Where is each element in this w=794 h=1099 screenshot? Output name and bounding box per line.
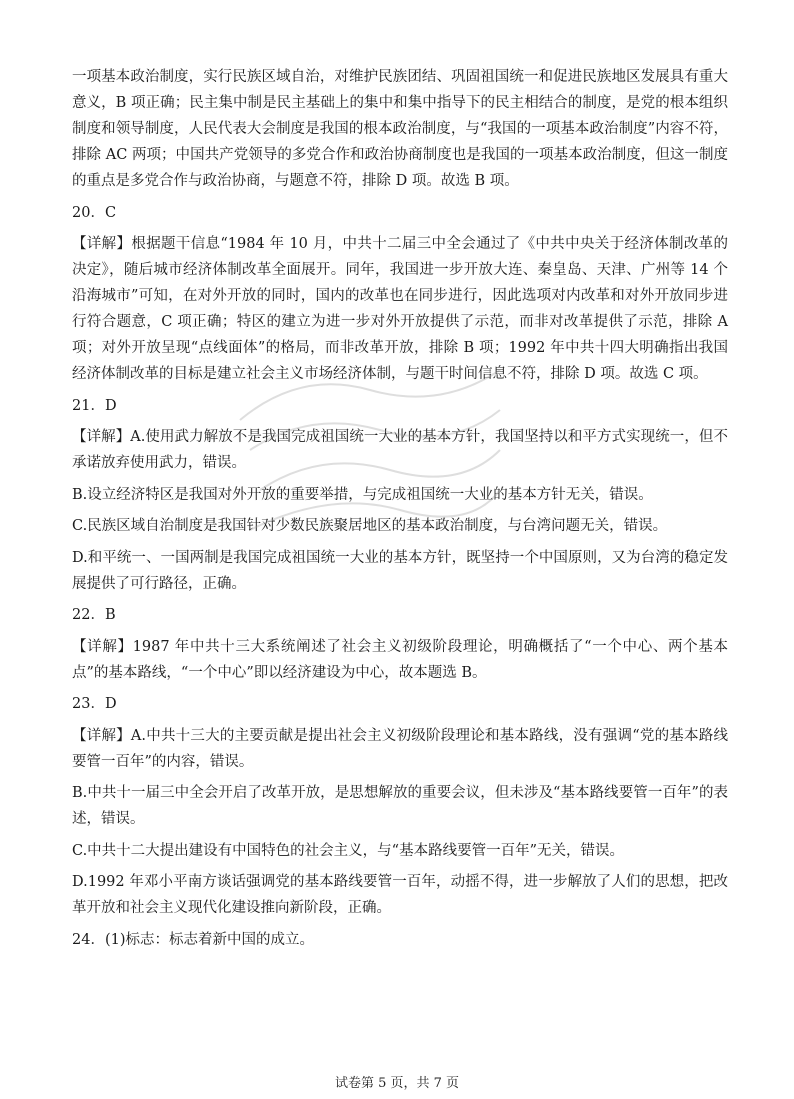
paragraph-q19-analysis: 一项基本政治制度，实行民族区域自治，对维护民族团结、巩固祖国统一和促进民族地区发展具有重大意义，B 项正确；民主集中制是民主基础上的集中和集中指导下的民主相结合的制度，是党的根本组织制度和领导制度，人民代表大会制度是我国的根本政治制度，与“我国的一项基本政治制度”内容不符，排除 AC 两项；中国共产党领导的多党合作和政治协商制度也是我国的一项基本政治制度，但这一制度的重点是多党合作与政治协商，与题意不符，排除 D 项。故选 B 项。 bbox=[72, 69, 728, 189]
paragraph-q23-option-a: 【详解】A.中共十三大的主要贡献是提出社会主义初级阶段理论和基本路线，没有强调“党的基本路线要管一百年”的内容，错误。 bbox=[72, 727, 728, 770]
paragraph-q21-option-b: B.设立经济特区是我国对外开放的重要举措，与完成祖国统一大业的基本方针无关，错误。 bbox=[72, 486, 653, 503]
page-footer: 试卷第 5 页，共 7 页 bbox=[334, 1076, 460, 1091]
answer-q23: 23．D bbox=[72, 696, 117, 712]
paragraph-q22-detail: 【详解】1987 年中共十三大系统阐述了社会主义初级阶段理论，明确概括了“一个中心、两个基本点”的基本路线，“一个中心”即以经济建设为中心，故本题选 B。 bbox=[72, 638, 728, 681]
answer-q20: 20．C bbox=[72, 204, 117, 221]
document-body bbox=[72, 64, 728, 958]
paragraph-q23-option-c: C.中共十二大提出建设有中国特色的社会主义，与“基本路线要管一百年”无关，错误。 bbox=[72, 842, 625, 859]
paragraph-q21-option-d: D.和平统一、一国两制是我国完成祖国统一大业的基本方针，既坚持一个中国原则，又为台湾的稳定发展提供了可行路径，正确。 bbox=[72, 549, 728, 592]
paragraph-q21-option-a: 【详解】A.使用武力解放不是我国完成祖国统一大业的基本方针，我国坚持以和平方式实现统一，但不承诺放弃使用武力，错误。 bbox=[72, 429, 728, 471]
paragraph-q23-option-b: B.中共十一届三中全会开启了改革开放，是思想解放的重要会议，但未涉及“基本路线要管一百年”的表述，错误。 bbox=[72, 785, 728, 827]
paragraph-q24-part1: 24．(1)标志：标志着新中国的成立。 bbox=[72, 931, 314, 948]
answer-q21: 21．D bbox=[72, 397, 117, 414]
answer-q22: 22．B bbox=[72, 607, 116, 623]
paragraph-q21-option-c: C.民族区域自治制度是我国针对少数民族聚居地区的基本政治制度，与台湾问题无关，错误。 bbox=[72, 518, 668, 534]
paragraph-q23-option-d: D.1992 年邓小平南方谈话强调党的基本路线要管一百年，动摇不得，进一步解放了人们的思想，把改革开放和社会主义现代化建设推向新阶段，正确。 bbox=[72, 874, 728, 916]
paragraph-q20-detail: 【详解】根据题干信息“1984 年 10 月，中共十二届三中全会通过了《中共中央关于经济体制改革的决定》，随后城市经济体制改革全面展开。同年，我国进一步开放大连、秦皇岛、天津、广州等 14 个沿海城市”可知，在对外开放的同时，国内的改革也在同步进行，因此选项对内改革和对外开放同步进行符合题意，C 项正确；特区的建立为进一步对外开放提供了示范，而非对改革提供了示范，排除 A 项；对外开放呈现“点线面体”的格局，而非改革开放，排除 B 项；1992 年中共十四大明确指出我国经济体制改革的目标是建立社会主义市场经济体制，与题干时间信息不符，排除 D 项。故选 C 项。 bbox=[72, 236, 728, 382]
